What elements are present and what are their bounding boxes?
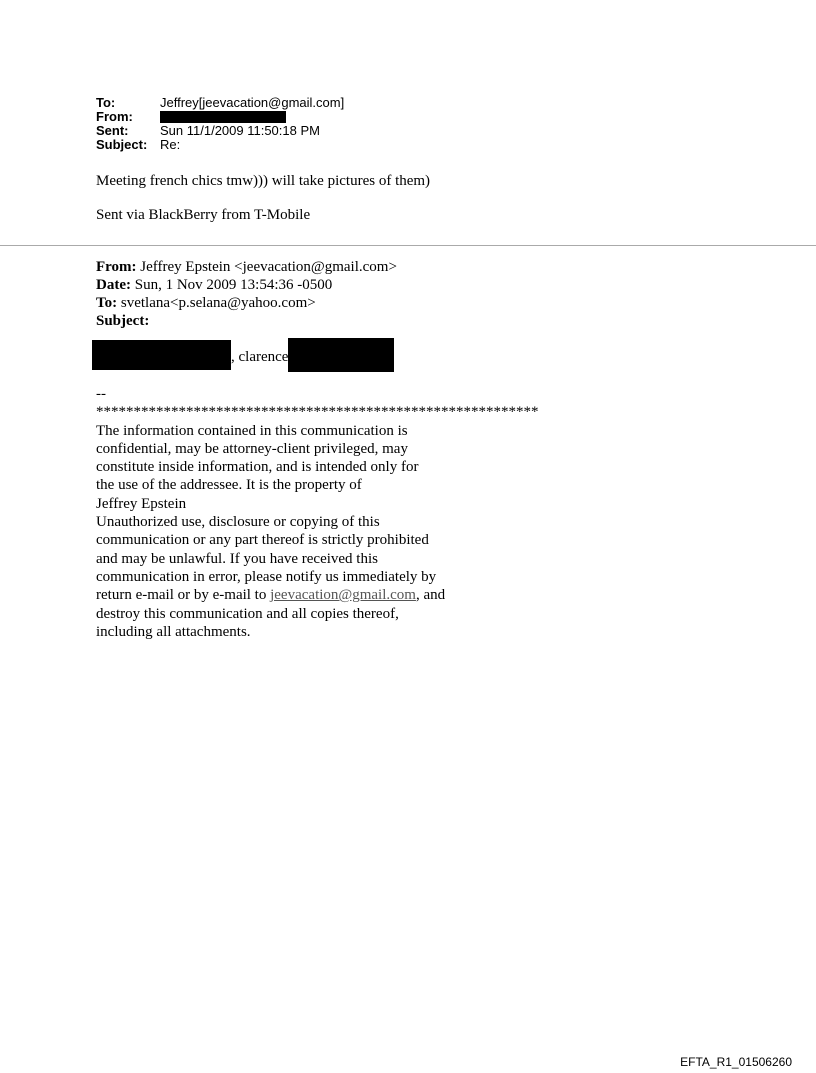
disclaimer-line: The information contained in this communication is xyxy=(96,422,408,439)
redaction-block xyxy=(288,338,394,372)
header-sent-label: Sent: xyxy=(96,123,129,138)
message-body-line: Meeting french chics tmw))) will take pictures of them) xyxy=(96,173,431,189)
quoted-to-label: To: xyxy=(96,295,118,311)
header-subject-label: Subject: xyxy=(96,137,148,152)
disclaimer-text: return e-mail or by e-mail to xyxy=(96,587,271,604)
quoted-date-row xyxy=(96,276,397,294)
disclaimer-line: destroy this communication and all copies thereof, xyxy=(96,605,399,622)
quoted-to-value: svetlana<p.selana@yahoo.com> xyxy=(120,295,316,311)
disclaimer-line: Jeffrey Epstein xyxy=(96,495,187,512)
disclaimer-line xyxy=(96,586,539,604)
message-signature-line: Sent via BlackBerry from T-Mobile xyxy=(96,207,311,223)
redaction-block xyxy=(160,111,286,123)
disclaimer-line: confidential, may be attorney-client privileged, may xyxy=(96,440,408,457)
disclaimer-line: constitute inside information, and is intended only for xyxy=(96,459,419,476)
divider xyxy=(0,245,816,246)
disclaimer-line: the use of the addressee. It is the property of xyxy=(96,477,362,494)
names-line xyxy=(92,338,394,372)
quoted-from-value: Jeffrey Epstein <jeevacation@gmail.com> xyxy=(140,259,397,275)
header-from-label: From: xyxy=(96,109,133,124)
disclaimer-line: including all attachments. xyxy=(96,623,251,640)
quoted-subject-label: Subject: xyxy=(96,313,150,329)
redaction-block xyxy=(92,340,231,370)
header-to-label: To: xyxy=(96,95,116,110)
disclaimer-text: , and xyxy=(415,587,446,604)
quoted-date-label: Date: xyxy=(96,277,131,293)
names-middle-text: , clarence xyxy=(231,349,289,365)
disclaimer-line: communication in error, please notify us immediately by xyxy=(96,568,437,585)
email-link[interactable]: jeevacation@gmail.com xyxy=(270,587,416,604)
disclaimer-line: and may be unlawful. If you have received this xyxy=(96,550,378,567)
disclaimer-block xyxy=(96,385,539,641)
header-sent-value: Sun 11/1/2009 11:50:18 PM xyxy=(160,123,320,138)
quoted-header xyxy=(96,258,397,330)
document-id: EFTA_R1_01506260 xyxy=(680,1055,792,1069)
quoted-subject-row xyxy=(96,312,397,330)
signature-dashes: -- xyxy=(96,386,106,402)
header-to-value: Jeffrey[jeevacation@gmail.com] xyxy=(160,95,345,110)
signature-stars: *********************************************************** xyxy=(96,404,539,421)
quoted-from-row xyxy=(96,258,397,276)
quoted-date-value: Sun, 1 Nov 2009 13:54:36 -0500 xyxy=(134,277,333,293)
disclaimer-line: Unauthorized use, disclosure or copying of this xyxy=(96,514,380,531)
header-subject-value: Re: xyxy=(160,137,181,152)
quoted-from-label: From: xyxy=(96,259,137,275)
quoted-to-row xyxy=(96,294,397,312)
disclaimer-line: communication or any part thereof is strictly prohibited xyxy=(96,532,429,549)
